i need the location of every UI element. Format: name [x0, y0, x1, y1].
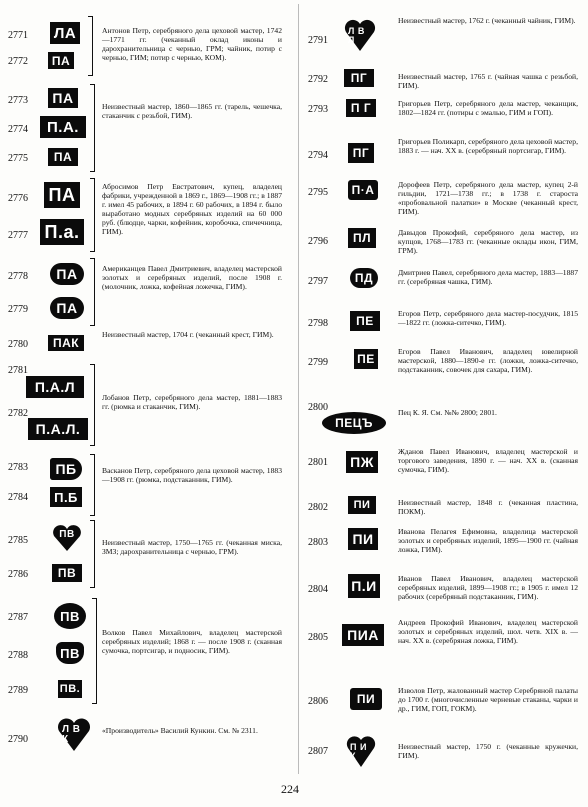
hallmark-stamp: Л В Л — [348, 26, 365, 45]
entry-number: 2797 — [308, 276, 328, 287]
entry-description: Волков Павел Михайлович, владелец мастерской серебряных изделий; 1868 г. — после 1908 г. (сканная сумочка, портсигар, и подносик, ГИМ). — [102, 628, 282, 655]
group-bracket — [90, 364, 95, 446]
hallmark-stamp: ПА — [44, 182, 80, 208]
entry-description: Неизвестный мастер, 1762 г. (чеканный чайник, ГИМ). — [398, 16, 576, 25]
hallmark-stamp: П.И — [348, 574, 380, 598]
hallmark-stamp: ПА — [50, 263, 84, 285]
entry-number: 2781 — [8, 365, 28, 376]
entry-number: 2799 — [308, 357, 328, 368]
entry-description: Иванов Павел Иванович, владелец мастерской серебряных изделий, 1899—1908 гг.; в 1905 г. имел 12 рабочих (серебряный подстаканник, ГИМ). — [398, 574, 578, 601]
entry-description: Васканов Петр, серебряного дела цеховой мастер, 1883—1908 гг. (рюмка, подстаканник, ГИМ). — [102, 466, 282, 484]
entry-number: 2795 — [308, 187, 328, 198]
entry-description: Григорьев Поликарп, серебряного дела цеховой мастер, 1883 г. — нач. XX в. (серебряный портсигар, ГИМ). — [398, 137, 578, 155]
hallmark-stamp: ПЕЦЪ — [322, 412, 386, 434]
entry-description: Неизвестный мастер, 1848 г. (чеканная пластина, ПОКМ). — [398, 498, 578, 516]
entry-number: 2772 — [8, 56, 28, 67]
hallmark-stamp: ПГ — [344, 69, 374, 87]
entry-number: 2806 — [308, 696, 328, 707]
hallmark-stamp: ЛА — [50, 22, 80, 44]
entry-description: «Производитель» Василий Кункин. См. № 2311. — [102, 726, 258, 735]
entry-description: Жданов Павел Иванович, владелец мастерской и торгового заведения, 1890 г. — нач. XX в. (сканная сумочка, ГИМ). — [398, 447, 578, 474]
entry-description: Абросимов Петр Евстратович, купец, владелец фабрики, учрежденной в 1869 г., 1869—1908 гг.; в 1887 г. имел 45 рабочих, в 1894 г. 60 рабочих, в 1894 г. было выработано модных серебряных изделий на 60 000 руб. (блюдце, чарки, кофейник, коробочка, спичечница, ГИМ). — [102, 182, 282, 236]
entry-description: Андреев Прокофий Иванович, владелец мастерской золотых и серебряных изделий, шол. четв. XIX в. — нач. XX в. (серебряная ложка, ГИМ). — [398, 618, 578, 645]
hallmark-stamp: П.а. — [40, 219, 84, 245]
entry-description: Егоров Павел Иванович, владелец ювелирной мастерской, 1880—1890-е гг. (ложки, ложка-ситечко, подстаканник, совочек для сахара, ГИМ). — [398, 347, 578, 374]
entry-description: Григорьев Петр, серебряного дела мастер, чеканщик, 1802—1824 гг. (потиры с эмалью, ГИМ и ГОП). — [398, 99, 578, 117]
entry-number: 2783 — [8, 462, 28, 473]
hallmark-stamp: ПБ — [50, 458, 82, 480]
hallmark-stamp: ПА — [48, 148, 78, 166]
hallmark-stamp: П·А — [348, 180, 378, 200]
group-bracket — [92, 598, 97, 704]
hallmark-stamp: П.А. — [40, 116, 86, 138]
entry-number: 2804 — [308, 584, 328, 595]
entry-number: 2791 — [308, 35, 328, 46]
entry-number: 2775 — [8, 153, 28, 164]
hallmark-stamp: ПИ — [348, 496, 376, 514]
hallmark-stamp: П И К — [350, 742, 367, 761]
page-number: 224 — [281, 782, 299, 796]
entry-number: 2807 — [308, 746, 328, 757]
hallmark-stamp: ПА — [48, 88, 78, 108]
hallmark-stamp: ПЛ — [348, 228, 376, 248]
entry-number: 2780 — [8, 339, 28, 350]
entry-number: 2805 — [308, 632, 328, 643]
group-bracket — [90, 520, 95, 588]
entry-description: Неизвестный мастер, 1860—1865 гг. (тарель, чешечка, стаканчик с резьбой, ГИМ). — [102, 102, 282, 120]
hallmark-stamp: ПЖ — [346, 451, 378, 473]
hallmark-stamp: ПЕ — [350, 311, 380, 331]
group-bracket — [90, 178, 95, 252]
entry-description: Американцев Павел Дмитриевич, владелец мастерской золотых и серебряных изделий, после 1908 г. (молочник, ложка, кофейная ложечка, ГИМ). — [102, 264, 282, 291]
group-bracket — [88, 16, 93, 76]
entry-number: 2784 — [8, 492, 28, 503]
hallmark-stamp: П Г — [346, 99, 376, 117]
hallmark-stamp: ПА — [50, 297, 84, 319]
hallmark-stamp: ПАК — [48, 335, 84, 351]
entry-number: 2786 — [8, 569, 28, 580]
entry-description: Иванова Пелагея Ефимовна, владелица мастерской золотых и серебряных изделий, 1895—1900 гг. (чайная ложка, ГИМ). — [398, 527, 578, 554]
entry-number: 2794 — [308, 150, 328, 161]
hallmark-stamp: ПИА — [342, 624, 384, 646]
hallmark-stamp: ПИ — [350, 688, 382, 710]
entry-number: 2773 — [8, 95, 28, 106]
entry-description: Дмитриев Павел, серебряного дела мастер, 1883—1887 гг. (серебряная чашка, ГИМ). — [398, 268, 578, 286]
hallmark-stamp: ПИ — [348, 528, 378, 550]
entry-number: 2801 — [308, 457, 328, 468]
hallmark-stamp: ПГ — [348, 143, 374, 163]
hallmark-stamp: Л В К — [62, 724, 81, 745]
entry-number: 2798 — [308, 318, 328, 329]
entry-description: Давыдов Прокофий, серебряного дела мастер, из купцов, 1768—1783 гг. (чеканные оклады икон, ГИМ, ГРМ). — [398, 228, 578, 255]
entry-number: 2778 — [8, 271, 28, 282]
column-divider — [298, 4, 299, 774]
hallmark-stamp: ПВ — [59, 529, 75, 540]
hallmark-stamp: П.Б — [50, 487, 82, 507]
entry-number: 2788 — [8, 650, 28, 661]
entry-number: 2776 — [8, 193, 28, 204]
hallmark-stamp: ПА — [48, 52, 74, 69]
entry-description: Дорофеев Петр, серебряного дела мастер, купец 2-й гильдии, 1721—1738 гг.; в 1738 г. староста «пробовальной палатки» в Москве (чеканный крест, ГИМ). — [398, 180, 578, 216]
hallmark-stamp: ПВ — [54, 603, 86, 629]
entry-number: 2789 — [8, 685, 28, 696]
group-bracket — [90, 258, 95, 326]
entry-description: Егоров Петр, серебряного дела мастер-посудчик, 1815—1822 гг. (ложка-ситечко, ГИМ). — [398, 309, 578, 327]
entry-number: 2779 — [8, 304, 28, 315]
entry-number: 2771 — [8, 30, 28, 41]
entry-number: 2787 — [8, 612, 28, 623]
entry-number: 2803 — [308, 537, 328, 548]
hallmark-stamp: ПД — [350, 268, 378, 288]
hallmark-stamp: П.А.Л — [26, 376, 84, 398]
entry-description: Изволов Петр, жалованный мастер Серебряной палаты до 1700 г. (многочисленные черневые стаканы, чарки и др., ГИМ, ГОП, ГОКМ). — [398, 686, 578, 713]
hallmark-stamp: ПВ — [56, 642, 84, 664]
entry-description: Неизвестный мастер, 1750 г. (чеканные кружечки, ГИМ). — [398, 742, 578, 760]
hallmark-stamp: ПВ — [52, 564, 82, 582]
entry-number: 2774 — [8, 124, 28, 135]
entry-number: 2777 — [8, 230, 28, 241]
entry-description: Неизвестный мастер, 1704 г. (чеканный крест, ГИМ). — [102, 330, 274, 339]
entry-number: 2793 — [308, 104, 328, 115]
entry-number: 2790 — [8, 734, 28, 745]
entry-number: 2785 — [8, 535, 28, 546]
hallmark-stamp: П.А.Л. — [28, 418, 88, 440]
entry-number: 2796 — [308, 236, 328, 247]
entry-number: 2782 — [8, 408, 28, 419]
entry-description: Неизвестный мастер, 1765 г. (чайная чашка с резьбой, ГИМ). — [398, 72, 578, 90]
entry-number: 2800 — [308, 402, 328, 413]
entry-description: Неизвестный мастер, 1750—1765 гг. (чеканная миска, ЗМЗ; дарохранительница с чернью, ГРМ). — [102, 538, 282, 556]
entry-number: 2802 — [308, 502, 328, 513]
group-bracket — [90, 84, 95, 172]
hallmark-stamp: ПЕ — [354, 349, 378, 369]
hallmark-stamp: ПВ. — [58, 680, 82, 698]
group-bracket — [90, 454, 95, 516]
entry-description: Антонов Петр, серебряного дела цеховой мастер, 1742—1771 гг. (чеканный оклад иконы и дарохранительница с чернью, ГРМ; чайник, потир с чернью, ГИМ; потир с чернью, КОМ). — [102, 26, 282, 62]
entry-description: Лобанов Петр, серебряного дела мастер, 1881—1883 гг. (рюмка и стаканчик, ГИМ). — [102, 393, 282, 411]
entry-number: 2792 — [308, 74, 328, 85]
entry-description: Пец К. Я. См. №№ 2800; 2801. — [398, 408, 497, 417]
